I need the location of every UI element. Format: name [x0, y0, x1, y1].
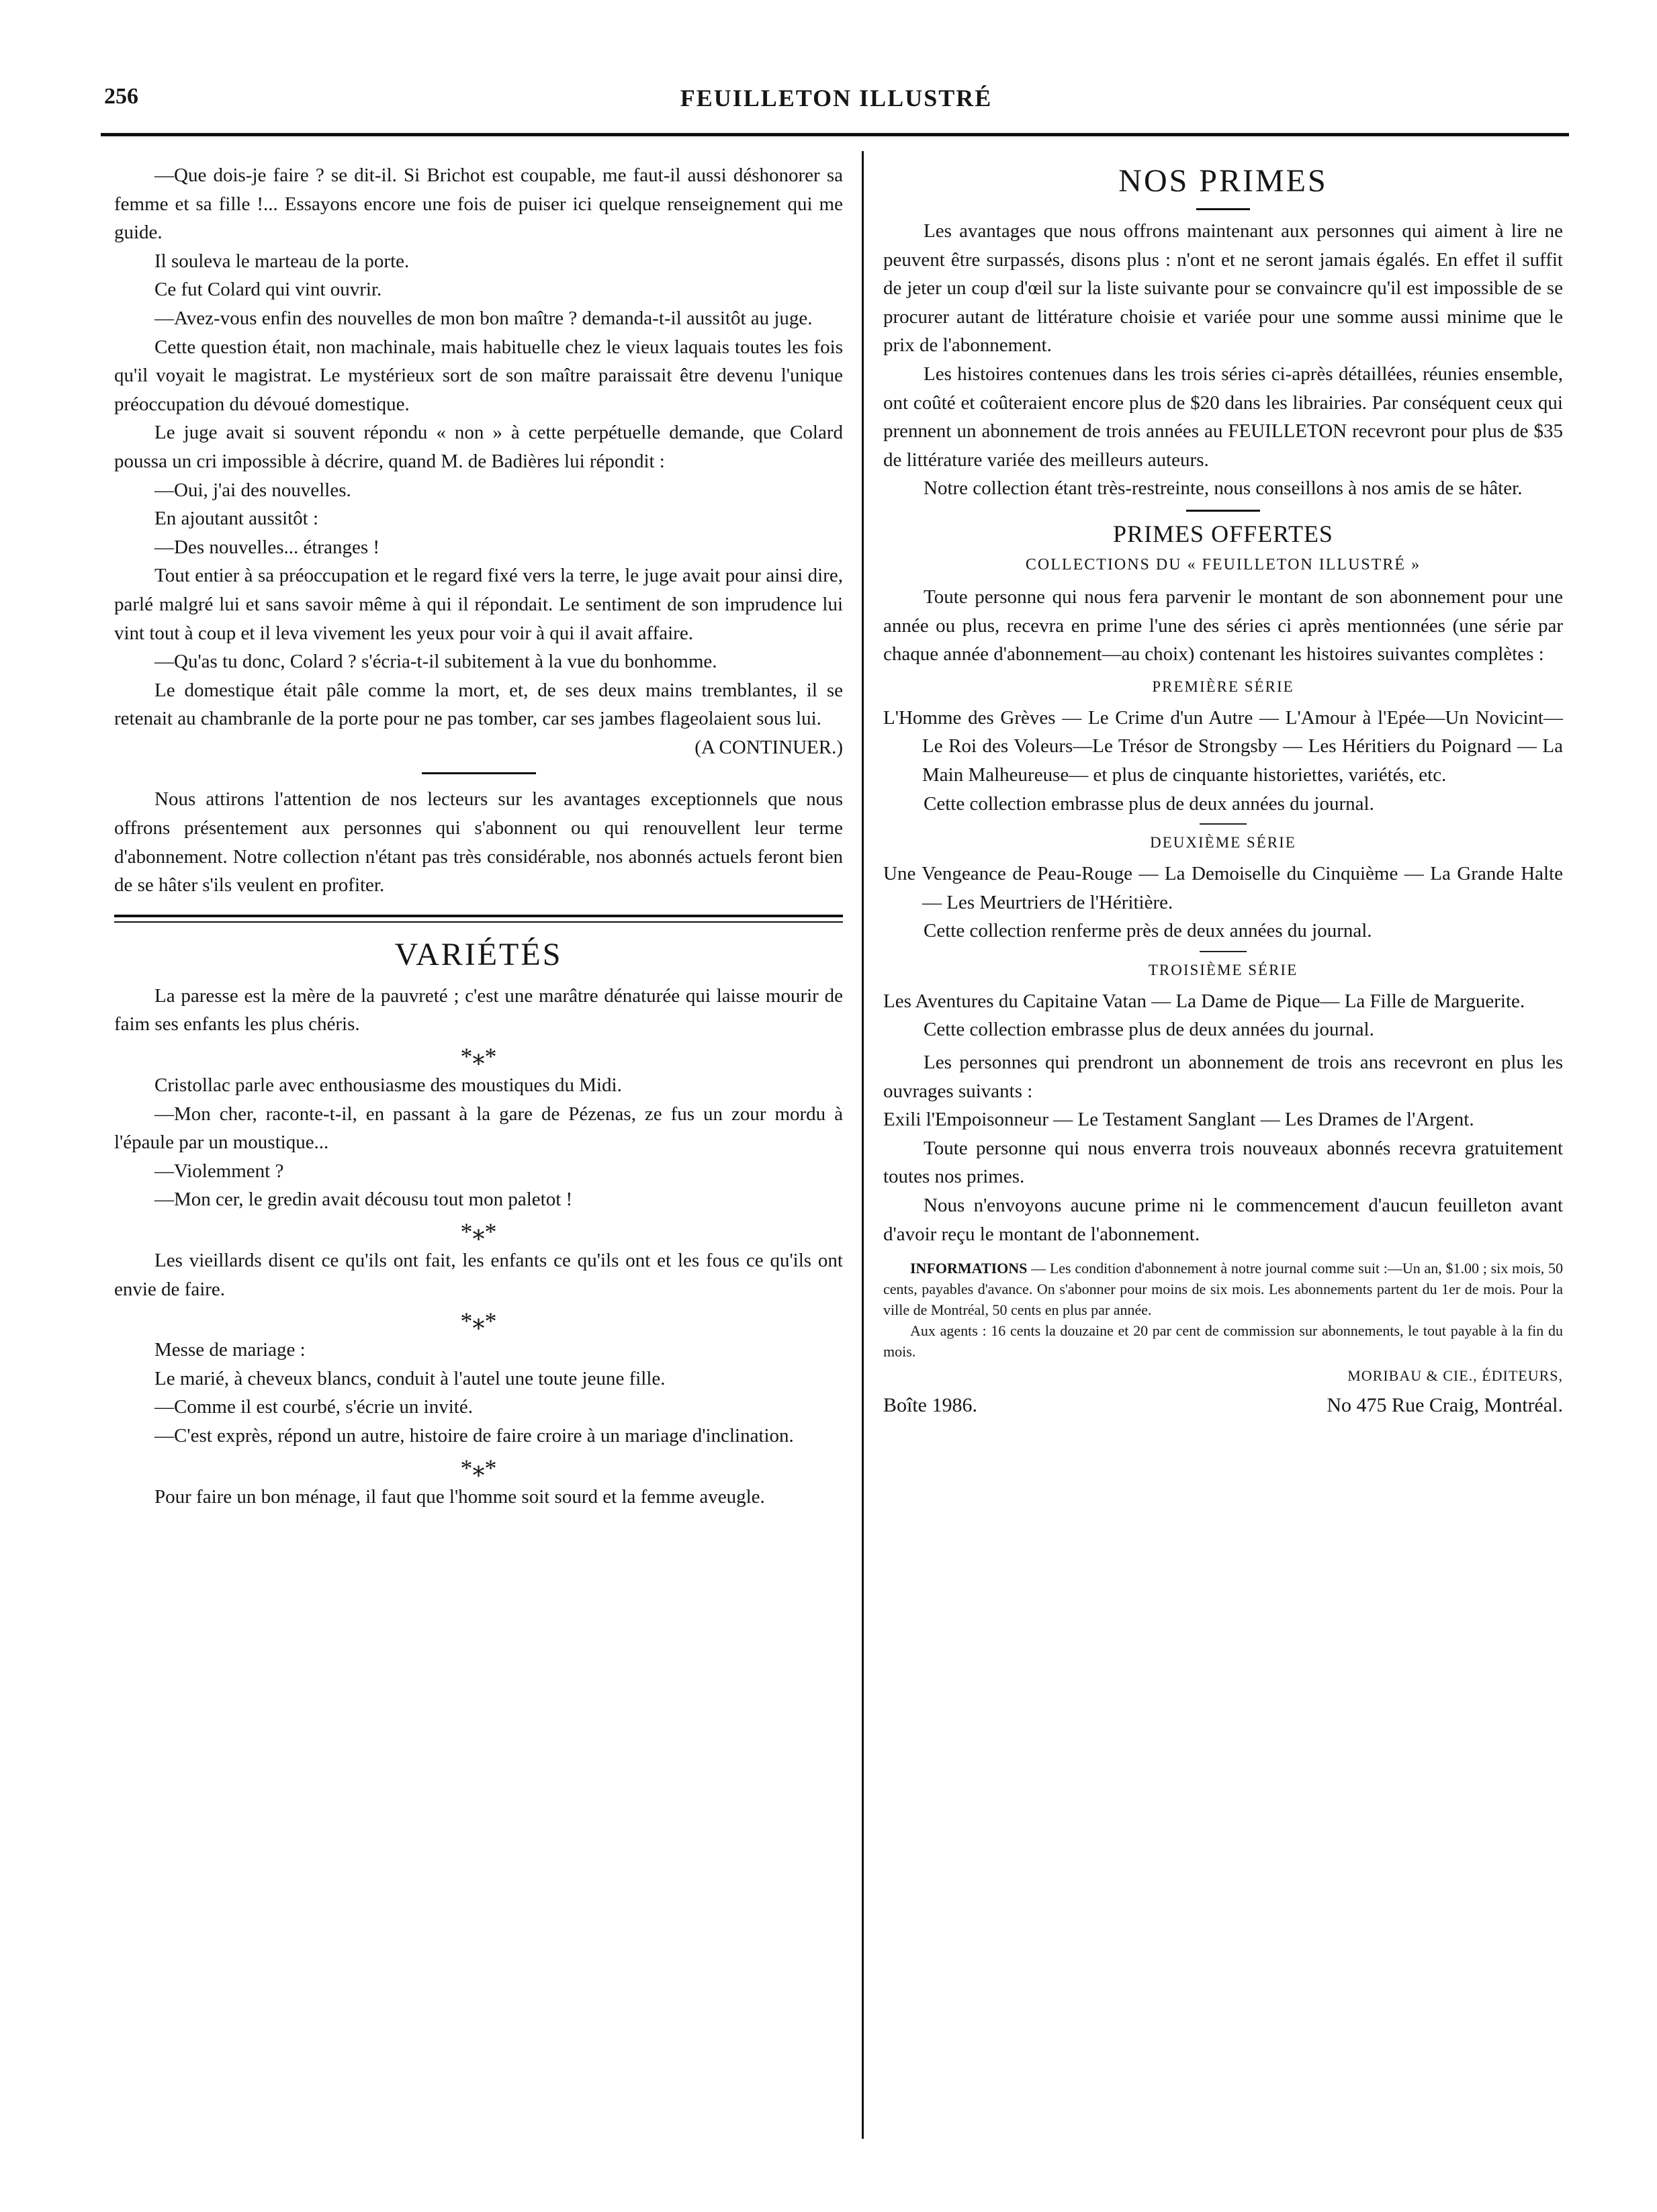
informations-text: — Les condition d'abonnement à notre journal comme suit :—Un an, $1.00 ; six mois, 50 cents, payables d'avance. On s'abonner pour moins de six mois. Les abonnements partent du 1er de mois. Pour la ville de Montréal, 50 cents en plus par année. [883, 1260, 1563, 1319]
separator-rule [1186, 510, 1260, 512]
primes-paragraph: Les histoires contenues dans les trois séries ci-après détaillées, réunies ensemble, ont coûté et coûteraient encore plus de $20 dans les librairies. Par conséquent ceux qui prennent un abonnement de trois années au FEUILLETON recevront pour plus de $35 de littérature variée des meilleurs auteurs. [883, 363, 1563, 471]
separator-rule [1200, 951, 1247, 952]
primes-title: NOS PRIMES [1118, 163, 1328, 199]
three-years-paragraph: Les personnes qui prendront un abonnement de trois ans recevront en plus les ouvrages suivants : [883, 1052, 1563, 1102]
asterism: *⁎* [460, 1218, 497, 1245]
to-be-continued: (A CONTINUER.) [695, 736, 843, 758]
series-3-note: Cette collection embrasse plus de deux années du journal. [924, 1019, 1374, 1041]
offertes-subtitle: COLLECTIONS DU « FEUILLETON ILLUSTRÉ » [1025, 555, 1421, 573]
gratis-paragraph: Toute personne qui nous enverra trois nouveaux abonnés recevra gratuitement toutes nos primes. [883, 1137, 1563, 1188]
story-paragraph: Le domestique était pâle comme la mort, et, de ses deux mains tremblantes, il se retenait au chambranle de la porte pour ne pas tomber, car ses jambes flageolaient sous lui. [114, 679, 843, 730]
story-paragraph: Le juge avait si souvent répondu « non » à cette perpétuelle demande, que Colard poussa un cri impossible à décrire, quand M. de Badières lui répondit : [114, 422, 843, 472]
publication-title: FEUILLETON ILLUSTRÉ [680, 85, 993, 111]
series-3-title: TROISIÈME SÉRIE [1148, 961, 1298, 978]
story-paragraph: Il souleva le marteau de la porte. [154, 250, 410, 272]
story-paragraph: —Oui, j'ai des nouvelles. [154, 479, 351, 501]
variete-paragraph: —Mon cher, raconte-t-il, en passant à la gare de Pézenas, ze fus un zour mordu à l'épaule par un moustique... [114, 1103, 843, 1154]
three-years-list: Exili l'Empoisonneur — Le Testament Sanglant — Les Drames de l'Argent. [883, 1109, 1474, 1131]
variete-paragraph: Cristollac parle avec enthousiasme des moustiques du Midi. [154, 1074, 622, 1097]
variete-paragraph: —Violemment ? [154, 1160, 284, 1182]
series-1-title: PREMIÈRE SÉRIE [1152, 678, 1294, 695]
story-paragraph: —Avez-vous enfin des nouvelles de mon bon maître ? demanda-t-il aussitôt au juge. [154, 307, 813, 329]
informations-lead: INFORMATIONS [910, 1260, 1028, 1277]
story-paragraph: Ce fut Colard qui vint ouvrir. [154, 279, 382, 301]
primes-paragraph: Notre collection étant très-restreinte, nous conseillons à nos amis de se hâter. [924, 477, 1523, 500]
left-column [114, 161, 843, 1511]
story-paragraph: Cette question était, non machinale, mais habituelle chez le vieux laquais toutes les fois qu'il voyait le magistrat. Le mystérieux sort de son maître paraissait être devenu l'unique préoccupation du dévoué domestique. [114, 336, 843, 415]
agents-text: Aux agents : 16 cents la douzaine et 20 par cent de commission sur abonnements, le tout payable à la fin du mois. [883, 1322, 1563, 1361]
variete-paragraph: La paresse est la mère de la pauvreté ; c'est une marâtre dénaturée qui laisse mourir de faim ses enfants les plus chéris. [114, 984, 843, 1035]
offertes-title: PRIMES OFFERTES [1113, 520, 1333, 547]
informations-block [883, 1258, 1563, 1320]
asterism: *⁎* [460, 1454, 497, 1481]
offertes-paragraph: Toute personne qui nous fera parvenir le montant de son abonnement pour une année ou plus, recevra en prime l'une des séries ci après mentionnées (une série par chaque année d'abonnement—au choix) contenant les histoires suivantes complètes : [883, 586, 1563, 665]
subscriber-notice: Nous attirons l'attention de nos lecteurs sur les avantages exceptionnels que nous offrons présentement aux personnes qui s'abonnent ou qui renouvellent leur terme d'abonnement. Notre collection n'étant pas très considérable, nos abonnés actuels feront bien de se hâter s'ils veulent en profiter. [114, 788, 843, 896]
series-2-list: Une Vengeance de Peau-Rouge — La Demoiselle du Cinquième — La Grande Halte — Les Meurtriers de l'Héritière. [883, 863, 1563, 913]
series-2-title: DEUXIÈME SÉRIE [1150, 834, 1296, 851]
street-address: No 475 Rue Craig, Montréal. [1327, 1394, 1563, 1417]
separator-rule [1196, 208, 1250, 210]
column-divider [862, 151, 864, 2139]
asterism: *⁎* [460, 1307, 497, 1335]
primes-paragraph: Les avantages que nous offrons maintenant aux personnes qui aiment à lire ne peuvent être surpassés, disons plus : n'ont et ne seront jamais égalés. En effet il suffit de jeter un coup d'œil sur la liste suivante pour se convaincre qu'il est impossible de se procurer autant de littérature choisie et variée pour une somme aussi minime que le prix de l'abonnement. [883, 220, 1563, 357]
series-1-list: L'Homme des Grèves — Le Crime d'un Autre — L'Amour à l'Epée—Un Novicint—Le Roi des Voleurs—Le Trésor de Strongsby — Les Héritiers du Poignard — La Main Malheureuse— et plus de cinquante historiettes, variétés, etc. [883, 706, 1563, 786]
right-column [883, 161, 1563, 1420]
variete-paragraph: —Mon cer, le gredin avait décousu tout mon paletot ! [154, 1189, 573, 1211]
page-header [104, 84, 1568, 124]
story-paragraph: En ajoutant aussitôt : [154, 508, 319, 530]
publisher: MORIBAU & CIE., ÉDITEURS, [1347, 1367, 1563, 1385]
story-paragraph: Tout entier à sa préoccupation et le regard fixé vers la terre, le juge avait pour ainsi dire, parlé malgré lui et sans savoir même à qui il répondait. Le sentiment de son imprudence lui vint tout à coup et il leva vivement les yeux pour voir à qui il avait affaire. [114, 565, 843, 644]
asterism: *⁎* [460, 1043, 497, 1070]
no-prime-paragraph: Nous n'envoyons aucune prime ni le commencement d'aucun feuilleton avant d'avoir reçu le montant de l'abonnement. [883, 1195, 1563, 1245]
variete-paragraph: Messe de mariage : [154, 1339, 306, 1361]
series-2-note: Cette collection renferme près de deux années du journal. [924, 920, 1372, 942]
page-number: 256 [104, 84, 138, 109]
variete-paragraph: —Comme il est courbé, s'écrie un invité. [154, 1396, 473, 1418]
variete-paragraph: Pour faire un bon ménage, il faut que l'homme soit sourd et la femme aveugle. [154, 1485, 765, 1508]
series-3-list: Les Aventures du Capitaine Vatan — La Dame de Pique— La Fille de Marguerite. [883, 990, 1525, 1012]
post-box: Boîte 1986. [883, 1394, 977, 1417]
header-rule [101, 133, 1569, 136]
series-1-note: Cette collection embrasse plus de deux années du journal. [924, 792, 1374, 815]
separator-rule [422, 772, 536, 774]
publisher-address-line [883, 1391, 1563, 1420]
variete-paragraph: Les vieillards disent ce qu'ils ont fait, les enfants ce qu'ils ont et les fous ce qu'ils ont envie de faire. [114, 1250, 843, 1300]
story-paragraph: —Que dois-je faire ? se dit-il. Si Brichot est coupable, me faut-il aussi déshonorer sa femme et sa fille !... Essayons encore une fois de puiser ici quelque renseignement qui me guide. [114, 165, 843, 244]
variete-paragraph: —C'est exprès, répond un autre, histoire de faire croire à un mariage d'inclination. [154, 1424, 794, 1446]
story-paragraph: —Qu'as tu donc, Colard ? s'écria-t-il subitement à la vue du bonhomme. [154, 651, 717, 673]
varietes-title: VARIÉTÉS [394, 936, 563, 972]
variete-paragraph: Le marié, à cheveux blancs, conduit à l'autel une toute jeune fille. [154, 1367, 666, 1389]
separator-rule [1200, 823, 1247, 825]
section-double-rule [114, 915, 843, 923]
story-paragraph: —Des nouvelles... étranges ! [154, 536, 380, 558]
